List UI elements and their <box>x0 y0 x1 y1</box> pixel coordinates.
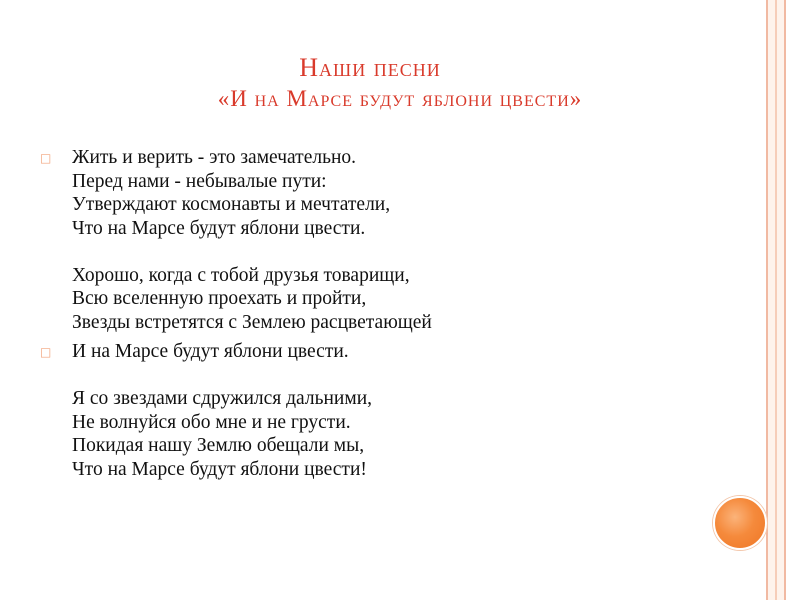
stripe-inner-line <box>775 0 777 600</box>
lyric-line: Жить и верить - это замечательно. <box>72 147 357 168</box>
stanza-gap <box>72 364 700 388</box>
title-line-1: Наши песни <box>299 53 441 82</box>
song-lyrics <box>40 146 700 481</box>
lyric-line: Звезды встретятся с Землею расцветающей <box>72 311 432 333</box>
lyric-line: Хорошо, когда с тобой друзья товарищи, <box>72 264 410 286</box>
lyric-line: Что на Марсе будут яблони цвести. <box>72 217 366 239</box>
stanza-gap <box>72 240 700 264</box>
slide-title <box>0 52 740 114</box>
decorative-side-stripe <box>766 0 786 600</box>
lyric-line: Утверждают космонавты и мечтатели, <box>72 194 391 215</box>
lyric-line: Не волнуйся обо мне и не грусти. <box>72 411 351 433</box>
lyric-line: Перед нами - небывалые пути: <box>72 170 327 192</box>
title-line-2: «И на Марсе будут яблони цвести» <box>217 86 583 111</box>
square-bullet-icon: □ <box>40 345 52 359</box>
lyric-line: Что на Марсе будут яблони цвести! <box>72 458 367 480</box>
lyric-line: И на Марсе будут яблони цвести. <box>72 341 349 362</box>
verse-paragraph-2 <box>40 340 700 481</box>
decorative-orange-circle <box>713 496 767 550</box>
verse-paragraph-1 <box>40 146 700 334</box>
lyric-line: Я со звездами сдружился дальними, <box>72 388 373 409</box>
lyric-line: Покидая нашу Землю обещали мы, <box>72 435 365 456</box>
lyric-line: Всю вселенную проехать и пройти, <box>72 288 367 309</box>
square-bullet-icon: □ <box>40 151 52 165</box>
